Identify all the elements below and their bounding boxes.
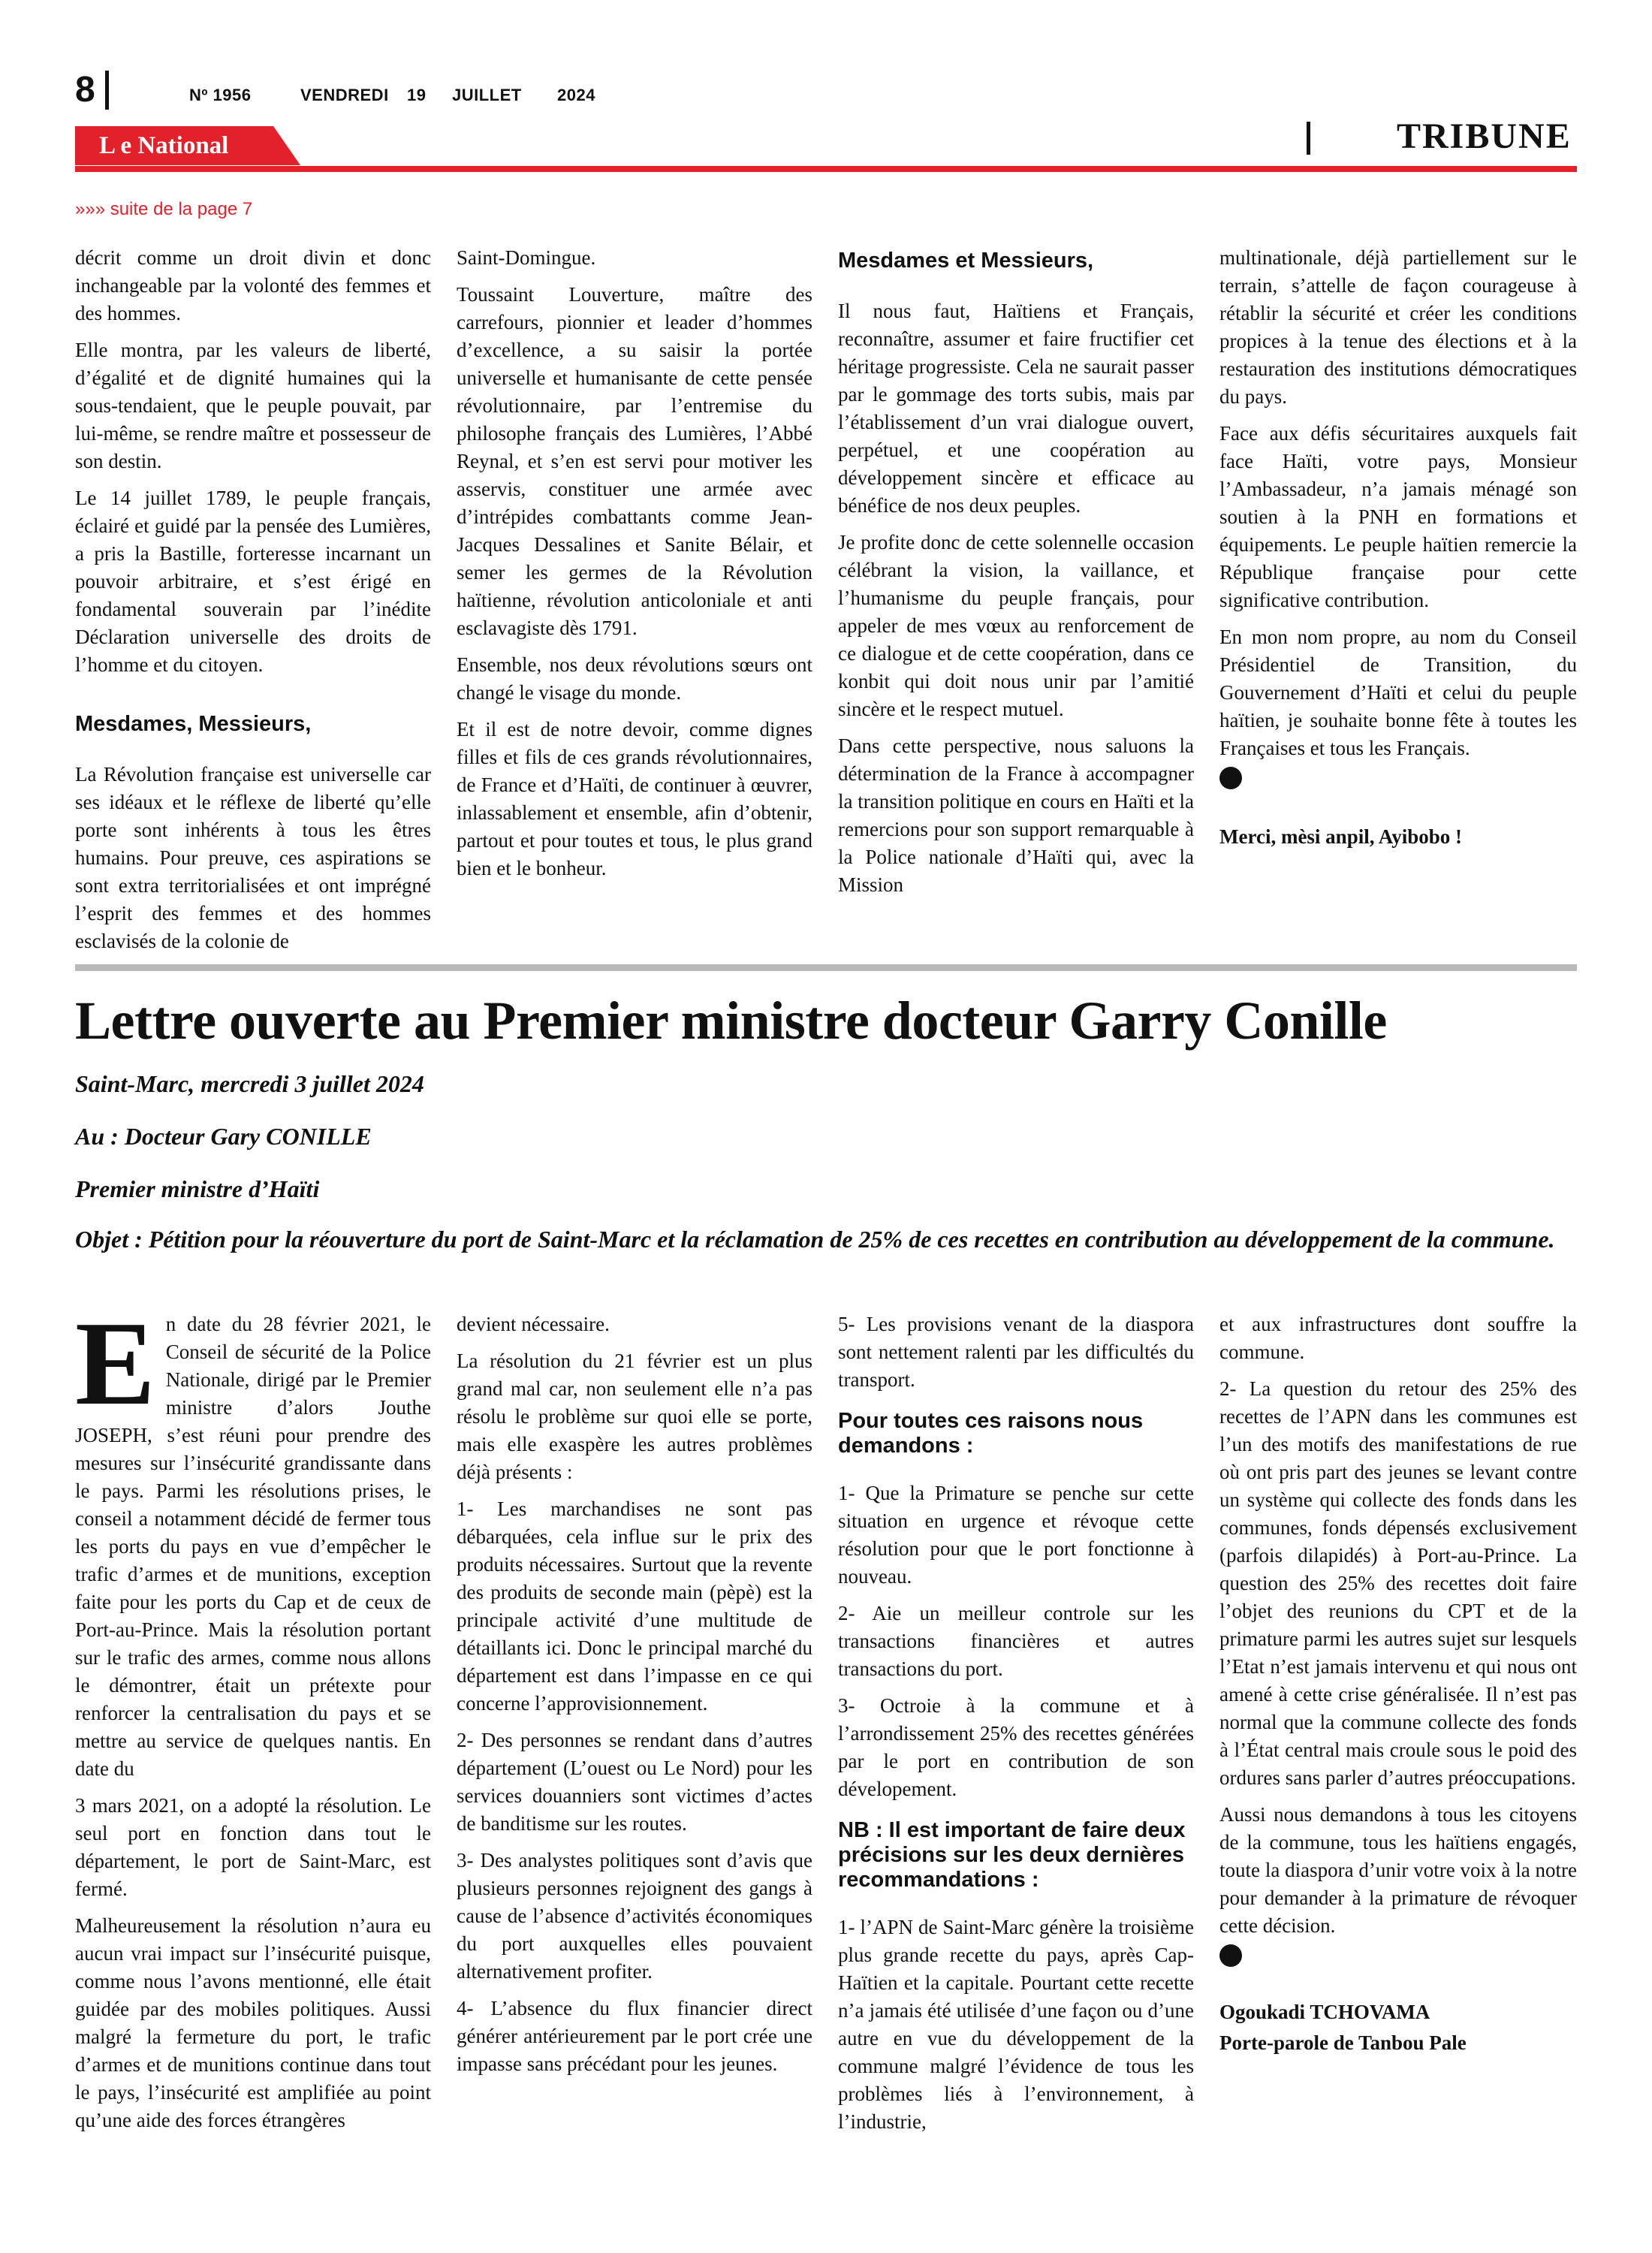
paragraph: 4- L’absence du flux financier direct générer antérieurement par le port crée une impasse sans précédant pour les jeunes. — [457, 1997, 812, 2075]
drop-cap: E — [75, 1296, 155, 1430]
paragraph: Dans cette perspective, nous saluons la détermination de la France à accompagner la transition politique en cours en Haïti et la remercions pour son support remarquable à la Police nationale d’Haïti qui, avec la Mission — [838, 734, 1194, 896]
paragraph: La résolution du 21 février est un plus grand mal car, non seulement elle n’a pas résolu le problème sur quoi elle se porte, mais elle exaspère les autres problèmes déjà présents : — [457, 1350, 812, 1483]
issue-month: JUILLET — [452, 86, 522, 104]
paragraph: Aussi nous demandons à tous les citoyens de la commune, tous les haïtiens engagés, toute la diaspora d’unir votre voix à la notre pour demander à la primature de révoquer cette décision. — [1219, 1803, 1577, 1937]
end-of-article-icon — [1219, 767, 1242, 789]
paragraph: Saint-Domingue. — [457, 246, 596, 269]
section-title: TRIBUNE — [1397, 116, 1572, 156]
paragraph: multinationale, déjà partiellement sur le terrain, s’attelle de façon courageuse à rétablir la sécurité et créer les conditions propices à la tenue des élections et à la restauration des institutions démocratiques du pays. — [1219, 246, 1577, 408]
paragraph: 3- Octroie à la commune et à l’arrondissement 25% des recettes générées par le port en contribution de son dévelopement. — [838, 1694, 1194, 1800]
paragraph: 1- Les marchandises ne sont pas débarquées, cela influe sur le prix des produits nécessaires. Surtout que la revente des produits de seconde main (pèpè) est la principale activité d’une multitude de détaillants ici. Donc le principal marché du département est dans l’impasse en ce qui concerne l’approvisionnement. — [457, 1497, 812, 1715]
paragraph: décrit comme un droit divin et donc inchangeable par la volonté des femmes et des hommes. — [75, 246, 431, 324]
paragraph: n date du 28 février 2021, le Conseil de sécurité de la Police Nationale, dirigé par le Premier ministre d’alors Jouthe JOSEPH, s’est réuni pour prendre des mesures sur l’insécurité grandissante dans le pays. Parmi les résolutions prises, le conseil a notamment décidé de fermer tous les ports du pays en vue d’empêcher le trafic d’armes et de munitions, exception faite pour les ports du Cap et de ceux de Port-au-Prince. Mais la résolution portant sur le trafic des armes, comme nous allons le démontrer, était un prétexte pour renforcer la centralisation du pays et se mettre au service de quelques nantis. En date du — [75, 1313, 431, 1780]
issue-day: VENDREDI — [300, 86, 389, 104]
paragraph: 1- l’APN de Saint-Marc génère la troisième plus grande recette du pays, après Cap-Haïtien et la capitale. Pourtant cette recette n’a jamais été utilisée d’une façon ou d’une autre en vue du développement de la commune malgré l’évidence de tous les problèmes liés à l’environnement, à l’industrie, — [838, 1916, 1194, 2133]
paragraph: 2- La question du retour des 25% des recettes de l’APN dans les communes est l’un des motifs des manifestations de rue où ont pris part des jeunes se levant contre un système qui collecte des fonds dans les communes, fonds dépensés exclusivement (parfois dilapidés) à Port-au-Prince. La question des 25% des recettes doit faire l’objet des reunions du CPT et de la primature parmi les autres sujet sur lesquels l’Etat n’est jamais intervenu et qui nous ont amené à cette crise généralisée. Il n’est pas normal que la commune collecte des fonds à l’État central mais croule sous le poid des ordures sans parler d’autres préoccupations. — [1219, 1377, 1577, 1789]
letter-recipient-role: Premier ministre d’Haïti — [75, 1175, 320, 1202]
signer-name: Ogoukadi TCHOVAMA — [1219, 2001, 1430, 2023]
issue-number: Nº 1956 — [189, 86, 252, 104]
paragraph: et aux infrastructures dont souffre la commune. — [1219, 1313, 1577, 1363]
paragraph: 3 mars 2021, on a adopté la résolution. Le seul port en fonction dans tout le département, le port de Saint-Marc, est fermé. — [75, 1794, 431, 1900]
page-number-divider — [105, 71, 109, 110]
subheading: NB : Il est important de faire deux précisions sur les deux dernières recommandations : — [838, 1818, 1186, 1892]
letter-column-4 — [1219, 1310, 1577, 2064]
masthead-rule — [75, 166, 1577, 172]
issue-year: 2024 — [557, 86, 595, 104]
paragraph: Je profite donc de cette solennelle occasion célébrant la vision, la vaillance, et l’humanisme du peuple français, pour appeler de mes vœux au renforcement de ce dialogue et de cette coopération, dans ce konbit qui doit nous unir par l’amitié sincère et le respect mutuel. — [838, 531, 1194, 720]
article-column-4 — [1219, 244, 1577, 860]
letter-column-1 — [75, 1296, 431, 2143]
paragraph: Le 14 juillet 1789, le peuple français, éclairé et guidé par la pensée des Lumières, a pris la Bastille, forteresse incarnant un pouvoir arbitraire, et s’est érigé en fondamental souverain par l’inédite Déclaration universelle des droits de l’homme et du citoyen. — [75, 487, 431, 676]
paragraph: Toussaint Louverture, maître des carrefours, pionnier et leader d’hommes d’excellence, a su saisir la portée universelle et humanisante de cette pensée révolutionnaire, par l’entremise du philosophe français des Lumières, l’Abbé Reynal, et s’en est servi pour motiver les asservis, constituer une armée avec d’intrépides combattants comme Jean-Jacques Dessalines et Sanite Bélair, et semer les germes de la Révolution haïtienne, révolution anticoloniale et anti esclavagiste dès 1791. — [457, 283, 812, 639]
article-column-3 — [838, 244, 1194, 908]
section-divider — [1307, 122, 1310, 155]
paragraph: Et il est de notre devoir, comme dignes filles et fils de ces grands révolutionnaires, de France et d’Haïti, de continuer à œuvrer, inlassablement et ensemble, afin d’obtenir, partout et pour toutes et tous, le plus grand bien et le bonheur. — [457, 718, 812, 879]
page-number: 8 — [75, 70, 95, 110]
letter-column-3 — [838, 1310, 1194, 2145]
letter-title: Lettre ouverte au Premier ministre docteur Garry Conille — [75, 991, 1387, 1051]
end-of-letter-icon — [1219, 1944, 1242, 1967]
paragraph: 1- Que la Primature se penche sur cette situation en urgence et révoque cette résolution pour que le port fonctionne à nouveau. — [838, 1482, 1194, 1588]
subheading: Mesdames et Messieurs, — [838, 249, 1094, 273]
subheading: Pour toutes ces raisons nous demandons : — [838, 1409, 1144, 1458]
paragraph: 2- Des personnes se rendant dans d’autres département (L’ouest ou Le Nord) pour les services douanniers sont victimes d’actes de banditisme sur les routes. — [457, 1729, 812, 1835]
paragraph: Elle montra, par les valeurs de liberté, d’égalité et de dignité humaines qui la sous-tendaient, que le peuple pouvait, par lui-même, se rendre maître et possesseur de son destin. — [75, 339, 431, 472]
letter-subject: Objet : Pétition pour la réouverture du port de Saint-Marc et la réclamation de 25% de ces recettes en contribution au développement de la commune. — [75, 1226, 1555, 1253]
paragraph: La Révolution française est universelle car ses idéaux et le réflexe de liberté qu’elle porte sont inhérents à tous les êtres humains. Pour preuve, ces aspirations se sont extra territorialisées et ont imprégné l’esprit des femmes et des hommes esclavisés de la colonie de — [75, 763, 431, 952]
section-separator — [75, 964, 1577, 971]
paragraph: Malheureusement la résolution n’aura eu aucun vrai impact sur l’insécurité puisque, comme nous l’avons mentionné, elle était guidée par des mobiles politiques. Aussi malgré la fermeture du port, le trafic d’armes et de munitions continue dans tout le pays, l’insécurité est amplifiée au point qu’une aide des forces étrangères — [75, 1914, 431, 2131]
paragraph: 3- Des analystes politiques sont d’avis que plusieurs personnes rejoignent des gangs à cause de l’absence d’activités économiques du port auxquelles elles pouvaient alternativement profiter. — [457, 1849, 812, 1983]
issue-date-number: 19 — [407, 86, 427, 104]
letter-recipient: Au : Docteur Gary CONILLE — [75, 1123, 372, 1150]
paragraph: Il nous faut, Haïtiens et Français, reconnaître, assumer et faire fructifier cet héritage progressiste. Cela ne saurait passer par le gommage des torts subis, mais par l’établissement d’un vrai dialogue ouvert, perpétuel, et une coopération au développement sincère et efficace au bénéfice de nos deux peuples. — [838, 300, 1194, 517]
article-column-2 — [457, 244, 812, 891]
paragraph: 2- Aie un meilleur controle sur les transactions financières et autres transactions du port. — [838, 1602, 1194, 1680]
paragraph: Face aux défis sécuritaires auxquels fait face Haïti, votre pays, Monsieur l’Ambassadeur, n’a jamais ménagé son soutien à la PNH en formations et équipements. Le peuple haïtien remercie la République française pour cette significative contribution. — [1219, 422, 1577, 611]
letter-column-2 — [457, 1310, 812, 2087]
paragraph: Ensemble, nos deux révolutions sœurs ont changé le visage du monde. — [457, 653, 812, 704]
signer-role: Porte-parole de Tanbou Pale — [1219, 2031, 1467, 2054]
letter-place-date: Saint-Marc, mercredi 3 juillet 2024 — [75, 1070, 424, 1097]
paragraph: 5- Les provisions venant de la diaspora sont nettement ralenti par les difficultés du transport. — [838, 1313, 1194, 1391]
continued-from-label: »»» suite de la page 7 — [75, 199, 253, 219]
closing-line: Merci, mèsi anpil, Ayibobo ! — [1219, 825, 1462, 848]
article-column-1 — [75, 244, 431, 964]
subheading: Mesdames, Messieurs, — [75, 712, 312, 736]
paragraph: devient nécessaire. — [457, 1313, 610, 1335]
paragraph: En mon nom propre, au nom du Conseil Présidentiel de Transition, du Gouvernement d’Haïti et celui du peuple haïtien, je souhaite bonne fête à toutes les Françaises et tous les Français. — [1219, 626, 1577, 759]
masthead-logo: L e National — [99, 132, 229, 159]
